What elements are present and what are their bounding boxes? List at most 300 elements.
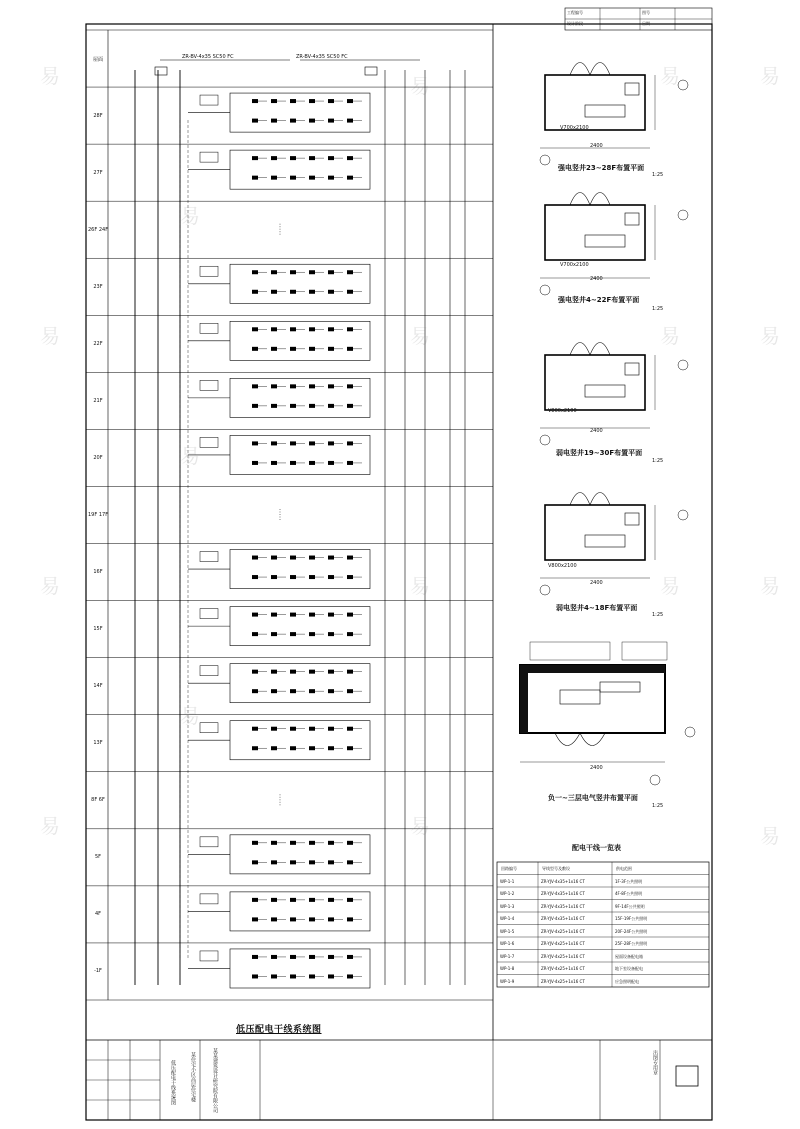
breaker-mark [252, 327, 258, 331]
table-cell: 4F-8F公共照明 [615, 891, 643, 896]
breaker-mark [347, 860, 353, 864]
plan-door-swing [570, 63, 610, 76]
breaker-mark [309, 841, 315, 845]
plan-wall-dark [520, 665, 665, 673]
table-cell: WP-1-4 [500, 916, 515, 921]
title-block-stamp: 出图专用章 [652, 1050, 658, 1075]
breaker-mark [252, 746, 258, 750]
breaker-mark [309, 860, 315, 864]
breaker-mark [271, 575, 277, 579]
watermark-glyph: 易 [660, 64, 680, 88]
title-block-drawing-name: 低压配电干线系统图 [170, 1060, 176, 1105]
breaker-mark [290, 670, 296, 674]
sub-panel [200, 609, 218, 619]
sub-panel [200, 266, 218, 276]
breaker-mark [328, 156, 334, 160]
breaker-mark [347, 461, 353, 465]
breaker-mark [328, 746, 334, 750]
breaker-mark [271, 156, 277, 160]
breaker-mark [347, 746, 353, 750]
breaker-mark [309, 955, 315, 959]
breaker-mark [271, 841, 277, 845]
watermark-glyph: 易 [180, 704, 200, 728]
breaker-mark [271, 119, 277, 123]
breaker-mark [252, 99, 258, 103]
breaker-mark [328, 290, 334, 294]
breaker-mark [290, 384, 296, 388]
plan4-dim: 2400 [590, 580, 603, 586]
axis-bubble [685, 727, 695, 737]
breaker-mark [290, 575, 296, 579]
floor-distribution-box [230, 378, 370, 417]
plan-door-swing [570, 193, 610, 206]
table-header-cell: 供电范围 [616, 866, 632, 871]
plan2-door: V700x2100 [560, 262, 589, 268]
breaker-mark [290, 613, 296, 617]
title-block-company: 某某建筑设计研究院有限公司 [212, 1048, 218, 1113]
breaker-mark [347, 917, 353, 921]
plan-cabinet [600, 682, 640, 692]
breaker-mark [328, 327, 334, 331]
breaker-mark [290, 860, 296, 864]
breaker-mark [271, 689, 277, 693]
breaker-mark [347, 156, 353, 160]
breaker-mark [328, 347, 334, 351]
floor-label: 4F [94, 911, 102, 918]
breaker-mark [328, 898, 334, 902]
breaker-mark [328, 955, 334, 959]
table-cell: ZR-YJV-4x25+1x16 CT [541, 978, 585, 984]
callout-box [622, 642, 667, 660]
breaker-mark [328, 632, 334, 636]
breaker-mark [252, 176, 258, 180]
breaker-mark [347, 898, 353, 902]
breaker-mark [328, 670, 334, 674]
sub-panel [200, 552, 218, 562]
sub-panel [200, 323, 218, 333]
breaker-mark [309, 974, 315, 978]
stamp-logo [676, 1066, 698, 1086]
floor-label: 15F [93, 626, 103, 633]
sub-panel [200, 95, 218, 105]
table-cell: WP-1-2 [500, 891, 515, 896]
breaker-mark [347, 955, 353, 959]
breaker-mark [347, 347, 353, 351]
callout-box [530, 642, 610, 660]
watermark-glyph: 易 [40, 574, 60, 598]
header-cell-2: 图号 [642, 10, 650, 15]
breaker-mark [271, 404, 277, 408]
shaft-plan [540, 343, 688, 446]
breaker-mark [252, 575, 258, 579]
table-cell: ZR-YJV-4x25+1x16 CT [541, 941, 585, 946]
breaker-mark [347, 441, 353, 445]
watermark-glyph: 易 [660, 574, 680, 598]
plan-scale-1: 1:25 [652, 172, 664, 178]
watermark-glyph: 易 [410, 814, 430, 838]
breaker-mark [328, 613, 334, 617]
table-header-cell: 回路编号 [501, 866, 517, 871]
watermark-glyph: 易 [180, 444, 200, 468]
watermark-glyph: 易 [410, 74, 430, 98]
breaker-mark [290, 917, 296, 921]
table-cell: ZR-YJV-4x35+1x16 CT [541, 878, 585, 884]
floor-distribution-box [230, 607, 370, 646]
breaker-mark [347, 270, 353, 274]
breaker-mark [290, 841, 296, 845]
breaker-mark [252, 556, 258, 560]
breaker-mark [347, 632, 353, 636]
table-cell: WP-1-1 [500, 878, 515, 884]
watermark-glyph: 易 [760, 574, 780, 598]
breaker-mark [271, 176, 277, 180]
breaker-mark [252, 860, 258, 864]
plan-box [625, 213, 639, 225]
table-cell: 屋面设备配电箱 [615, 953, 643, 959]
table-cell: 1F-3F公共照明 [615, 878, 643, 884]
sub-panel [200, 723, 218, 733]
floor-label: 21F [93, 397, 103, 404]
table-cell: WP-1-3 [500, 903, 515, 909]
plan-cabinet [560, 690, 600, 704]
breaker-mark [347, 575, 353, 579]
breaker-mark [309, 613, 315, 617]
plan-cabinet [585, 235, 625, 247]
breaker-mark [347, 290, 353, 294]
watermark-glyph: 易 [410, 324, 430, 348]
plan1-dim: 2400 [590, 143, 603, 149]
breaker-mark [290, 632, 296, 636]
plan-cabinet [585, 535, 625, 547]
floor-label: 26F 24F [88, 226, 109, 233]
floor-label: -1F [94, 968, 102, 975]
sub-panel [200, 894, 218, 904]
breaker-mark [328, 860, 334, 864]
plan-title-5: 负一~三层电气竖井布置平面 [548, 794, 638, 802]
sub-panel [200, 837, 218, 847]
breaker-mark [290, 119, 296, 123]
breaker-mark [271, 441, 277, 445]
breaker-mark [290, 156, 296, 160]
breaker-mark [309, 176, 315, 180]
breaker-mark [252, 670, 258, 674]
breaker-mark [290, 556, 296, 560]
breaker-mark [328, 176, 334, 180]
floor-label: 20F [93, 454, 103, 461]
breaker-mark [309, 327, 315, 331]
breaker-mark [271, 974, 277, 978]
breaker-mark [347, 404, 353, 408]
header-cell-4: 日期 [642, 21, 650, 26]
breaker-mark [252, 347, 258, 351]
breaker-mark [328, 99, 334, 103]
floor-label: 8F 6F [91, 797, 105, 804]
table-cell: ZR-YJV-4x35+1x16 CT [541, 916, 585, 921]
floor-distribution-box [230, 321, 370, 360]
breaker-mark [271, 670, 277, 674]
breaker-mark [290, 689, 296, 693]
breaker-mark [328, 461, 334, 465]
breaker-mark [309, 746, 315, 750]
breaker-mark [271, 290, 277, 294]
breaker-mark [309, 156, 315, 160]
header-cell-1: 工程编号 [567, 10, 583, 15]
breaker-mark [271, 746, 277, 750]
sub-panel [200, 152, 218, 162]
watermark-glyph: 易 [40, 324, 60, 348]
table-cell: 应急照明配电 [615, 978, 639, 984]
title-block-project: 某住宅小区高层住宅楼 [190, 1052, 196, 1102]
breaker-mark [309, 556, 315, 560]
watermark-glyph: 易 [760, 824, 780, 848]
breaker-mark [328, 384, 334, 388]
table-cell: 15F-19F公共照明 [615, 916, 648, 921]
watermark-glyph: 易 [180, 204, 200, 228]
breaker-mark [309, 404, 315, 408]
floor-label: 27F [93, 169, 103, 176]
breaker-mark [252, 632, 258, 636]
watermark-glyph: 易 [660, 324, 680, 348]
floor-distribution-box [230, 664, 370, 703]
axis-bubble [650, 775, 660, 785]
floor-label: 14F [93, 683, 103, 690]
breaker-mark [271, 384, 277, 388]
breaker-mark [252, 689, 258, 693]
plan3-door: V800x2100 [548, 408, 577, 414]
plan-title-4: 弱电竖井4~18F布置平面 [556, 604, 638, 612]
plan-scale-3: 1:25 [652, 458, 664, 464]
floor-label: 22F [93, 340, 103, 347]
breaker-mark [309, 347, 315, 351]
plan4-door: V800x2100 [548, 563, 577, 569]
breaker-mark [271, 917, 277, 921]
plan-title-2: 强电竖井4~22F布置平面 [558, 296, 640, 304]
plan-wall-dark [520, 665, 528, 733]
floor-distribution-box [230, 435, 370, 474]
breaker-mark [290, 974, 296, 978]
breaker-mark [290, 441, 296, 445]
axis-bubble [540, 285, 550, 295]
plan-title-1: 强电竖井23~28F布置平面 [558, 164, 645, 172]
breaker-mark [271, 955, 277, 959]
breaker-mark [328, 441, 334, 445]
breaker-mark [290, 347, 296, 351]
watermark-glyph: 易 [410, 574, 430, 598]
breaker-mark [252, 727, 258, 731]
sub-panel [200, 666, 218, 676]
breaker-mark [271, 632, 277, 636]
plan-box [625, 513, 639, 525]
top-cable-label-1: ZR-BV-4x35 SC50 FC [182, 54, 234, 60]
axis-bubble [540, 435, 550, 445]
table-cell: ZR-YJV-4x25+1x16 CT [541, 928, 585, 934]
breaker-mark [271, 613, 277, 617]
breaker-mark [252, 955, 258, 959]
plan-scale-5: 1:25 [652, 803, 664, 809]
watermark-glyph: 易 [40, 64, 60, 88]
breaker-mark [347, 556, 353, 560]
breaker-mark [290, 99, 296, 103]
breaker-mark [309, 290, 315, 294]
breaker-mark [271, 327, 277, 331]
breaker-mark [290, 461, 296, 465]
floor-label: 5F [94, 854, 102, 861]
breaker-mark [309, 119, 315, 123]
breaker-mark [252, 384, 258, 388]
plan-door-swing [555, 733, 605, 746]
breaker-mark [252, 613, 258, 617]
floor-distribution-box [230, 835, 370, 874]
table-cell: WP-1-8 [500, 966, 515, 971]
breaker-mark [252, 974, 258, 978]
breaker-mark [328, 689, 334, 693]
breaker-mark [328, 556, 334, 560]
breaker-mark [309, 575, 315, 579]
floor-distribution-box [230, 150, 370, 189]
breaker-mark [328, 404, 334, 408]
plan1-door: V700x2100 [560, 125, 589, 131]
plan-scale-4: 1:25 [652, 612, 664, 618]
axis-bubble [540, 155, 550, 165]
floor-label: 23F [93, 283, 103, 290]
breaker-mark [347, 670, 353, 674]
breaker-mark [347, 727, 353, 731]
breaker-mark [290, 955, 296, 959]
plan-door-swing [570, 343, 610, 356]
breaker-mark [347, 613, 353, 617]
breaker-mark [309, 898, 315, 902]
breaker-mark [309, 727, 315, 731]
plan-door-swing [570, 493, 610, 506]
breaker-mark [328, 119, 334, 123]
table-cell: 25F-28F公共照明 [615, 941, 648, 946]
breaker-mark [271, 898, 277, 902]
table-cell: 9F-14F公共照明 [615, 903, 645, 909]
shaft-plan [540, 193, 688, 296]
breaker-mark [271, 727, 277, 731]
axis-bubble [678, 510, 688, 520]
table-header-cell: 导线型号及敷设 [542, 866, 570, 871]
floor-label: 28F [93, 112, 103, 119]
breaker-mark [252, 841, 258, 845]
plan-wall [520, 665, 665, 733]
shaft-plan-basement [520, 642, 695, 785]
plan-box [625, 83, 639, 95]
breaker-mark [290, 404, 296, 408]
floor-distribution-box [230, 721, 370, 760]
breaker-mark [252, 898, 258, 902]
table-cell: ZR-YJV-4x35+1x16 CT [541, 903, 585, 909]
breaker-mark [290, 327, 296, 331]
table-cell: WP-1-5 [500, 928, 515, 934]
breaker-mark [347, 119, 353, 123]
breaker-mark [328, 727, 334, 731]
table-cell: ZR-YJV-4x35+1x16 CT [541, 891, 585, 896]
breaker-mark [309, 441, 315, 445]
table-title: 配电干线一览表 [572, 844, 621, 852]
breaker-mark [271, 99, 277, 103]
sub-panel [200, 437, 218, 447]
table-cell: 地下室设备配电 [615, 966, 643, 971]
breaker-mark [252, 270, 258, 274]
floor-distribution-box [230, 892, 370, 931]
watermark-glyph: 易 [760, 324, 780, 348]
sub-panel [200, 951, 218, 961]
floor-label: 13F [93, 740, 103, 747]
breaker-mark [290, 270, 296, 274]
breaker-mark [328, 841, 334, 845]
watermark-glyph: 易 [760, 64, 780, 88]
breaker-mark [309, 461, 315, 465]
floor-label: 16F [93, 569, 103, 576]
breaker-mark [290, 176, 296, 180]
breaker-mark [347, 841, 353, 845]
axis-bubble [540, 585, 550, 595]
plan2-dim: 2400 [590, 276, 603, 282]
breaker-mark [290, 746, 296, 750]
table-cell: ZR-YJV-4x25+1x16 CT [541, 953, 585, 959]
breaker-mark [252, 290, 258, 294]
axis-bubble [678, 210, 688, 220]
breaker-mark [252, 119, 258, 123]
breaker-mark [271, 347, 277, 351]
breaker-mark [328, 575, 334, 579]
sub-panel [200, 380, 218, 390]
top-panel-1 [155, 67, 167, 75]
plan3-dim: 2400 [590, 428, 603, 434]
breaker-mark [252, 156, 258, 160]
breaker-mark [347, 689, 353, 693]
plan-scale-2: 1:25 [652, 306, 664, 312]
breaker-mark [328, 974, 334, 978]
breaker-mark [252, 404, 258, 408]
breaker-mark [347, 974, 353, 978]
top-panel-2 [365, 67, 377, 75]
table-cell: 20F-24F公共照明 [615, 928, 648, 934]
breaker-mark [290, 727, 296, 731]
breaker-mark [309, 99, 315, 103]
table-cell: WP-1-6 [500, 941, 515, 946]
breaker-mark [347, 327, 353, 331]
table-cell: WP-1-9 [500, 978, 515, 984]
top-cable-label-2: ZR-BV-4x35 SC50 FC [296, 54, 348, 60]
breaker-mark [271, 270, 277, 274]
breaker-mark [309, 632, 315, 636]
breaker-mark [252, 461, 258, 465]
breaker-mark [328, 270, 334, 274]
axis-bubble [678, 360, 688, 370]
plan-box [625, 363, 639, 375]
floor-distribution-box [230, 93, 370, 132]
plan5-dim: 2400 [590, 765, 603, 771]
header-cell-3: 设计阶段 [567, 21, 583, 26]
breaker-mark [309, 670, 315, 674]
breaker-mark [328, 917, 334, 921]
breaker-mark [347, 384, 353, 388]
plan-title-3: 弱电竖井19~30F布置平面 [556, 449, 643, 457]
breaker-mark [290, 290, 296, 294]
diagram-title: 低压配电干线系统图 [236, 1025, 322, 1035]
header-block-grid [565, 8, 712, 30]
table-cell: ZR-YJV-4x25+1x16 CT [541, 966, 585, 971]
floor-label: 19F 17F [88, 512, 109, 518]
breaker-mark [309, 384, 315, 388]
plan-cabinet [585, 385, 625, 397]
breaker-mark [290, 898, 296, 902]
floor-distribution-box [230, 949, 370, 988]
watermark-glyph: 易 [40, 814, 60, 838]
breaker-mark [271, 461, 277, 465]
